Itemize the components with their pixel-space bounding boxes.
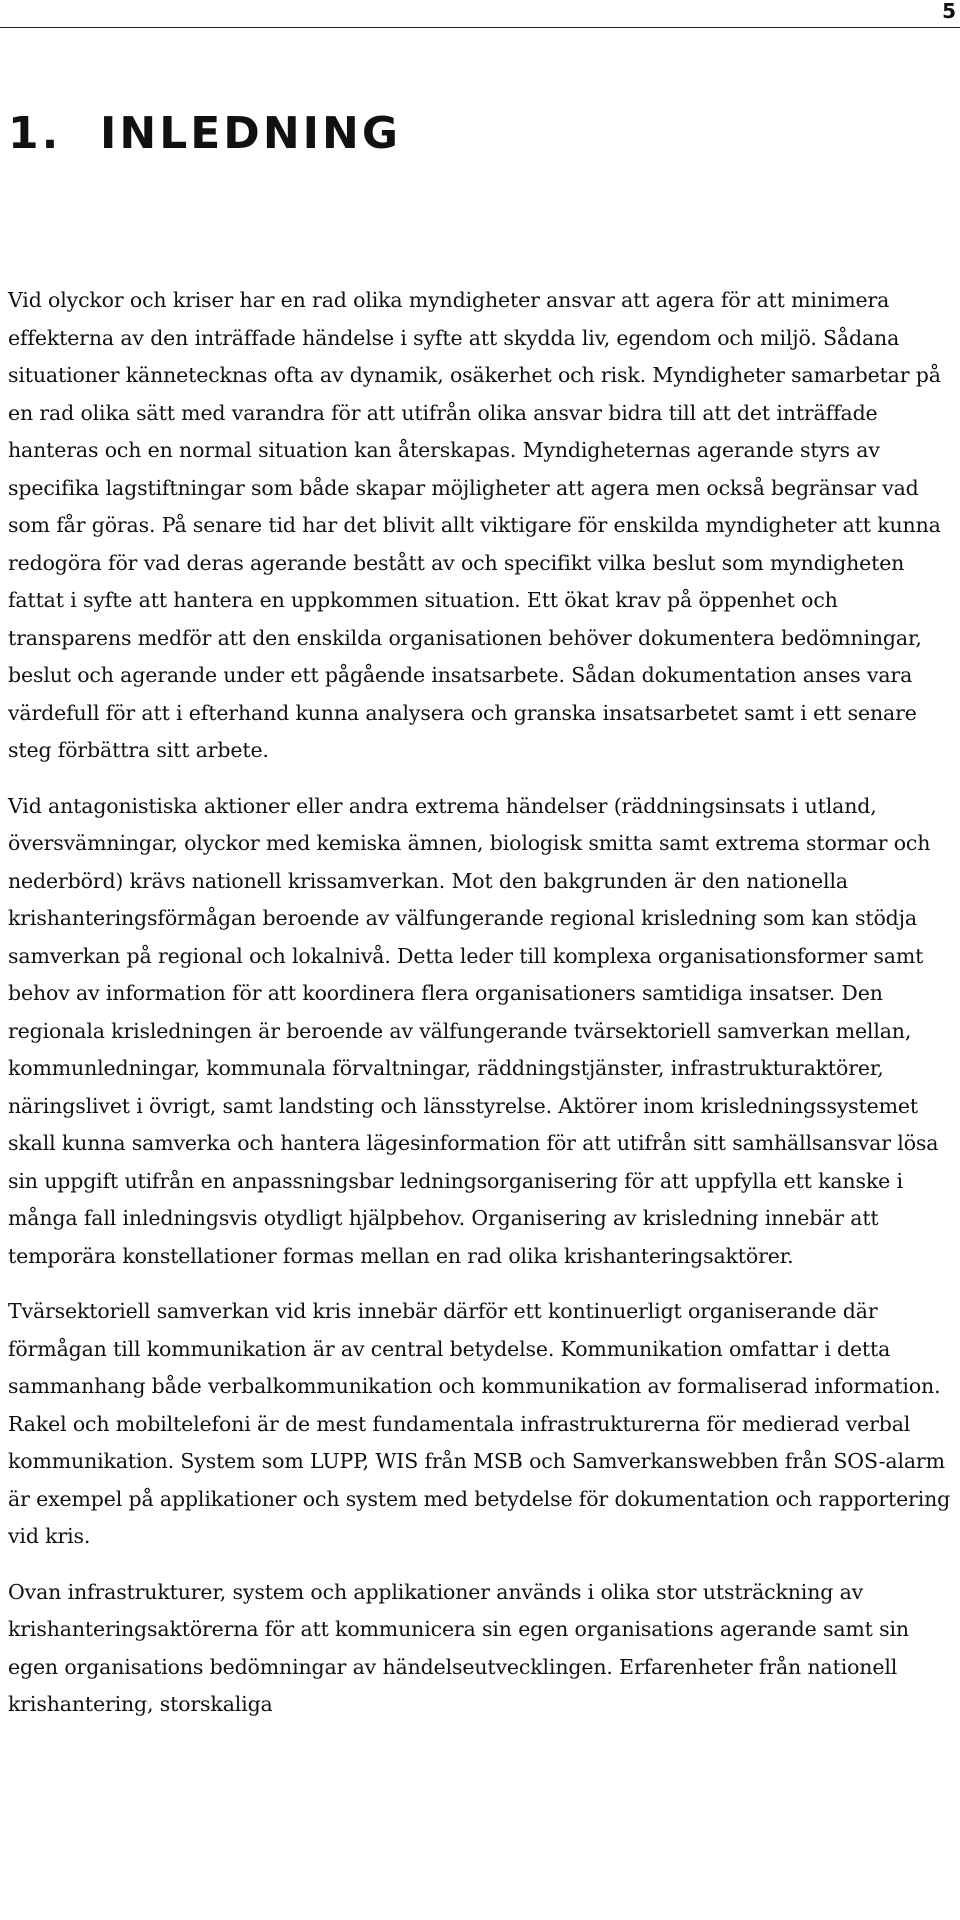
chapter-number: 1.	[8, 108, 62, 159]
paragraph-2: Vid antagonistiska aktioner eller andra extrema händelser (räddningsinsats i utland, översvämningar, olyckor med kemiska ämnen, biologisk smitta samt extrema stormar och nederbörd) krävs nationell krissamverkan. Mot den bakgrunden är den nationella krishanteringsförmågan beroende av välfungerande regional krisledning som kan stödja samverkan på regional och lokalnivå. Detta leder till komplexa organisationsformer samt behov av information för att koordinera flera organisationers samtidiga insatser. Den regionala krisledningen är beroende av välfungerande tvärsektoriell samverkan mellan, kommunledningar, kommunala förvaltningar, räddningstjänster, infrastrukturaktörer, näringslivet i övrigt, samt landsting och länsstyrelse. Aktörer inom krisledningssystemet skall kunna samverka och hantera lägesinformation för att utifrån sitt samhällsansvar lösa sin uppgift utifrån en anpassningsbar ledningsorganisering för att uppfylla ett kanske i många fall inledningsvis otydligt hjälpbehov. Organisering av krisledning innebär att temporära konstellationer formas mellan en rad olika krishanteringsaktörer.	[8, 793, 939, 1268]
paragraph-3: Tvärsektoriell samverkan vid kris innebär därför ett kontinuerligt organiserande där förmågan till kommunikation är av central betydelse. Kommunikation omfattar i detta sammanhang både verbalkommunikation och kommunikation av formaliserad information. Rakel och mobiltelefoni är de mest fundamentala infrastrukturerna för medierad verbal kommunikation. System som LUPP, WIS från MSB och Samverkanswebben från SOS-alarm är exempel på applikationer och system med betydelse för dokumentation och rapportering vid kris.	[8, 1299, 951, 1548]
chapter-title: INLEDNING	[100, 108, 401, 159]
chapter-heading	[8, 104, 401, 164]
header-rule	[0, 27, 960, 28]
body-text	[8, 282, 958, 1742]
paragraph-1: Vid olyckor och kriser har en rad olika myndigheter ansvar att agera för att minimera effekterna av den inträffade händelse i syfte att skydda liv, egendom och miljö. Sådana situationer kännetecknas ofta av dynamik, osäkerhet och risk. Myndigheter samarbetar på en rad olika sätt med varandra för att utifrån olika ansvar bidra till att det inträffade hanteras och en normal situation kan återskapas. Myndigheternas agerande styrs av specifika lagstiftningar som både skapar möjligheter att agera men också begränsar vad som får göras. På senare tid har det blivit allt viktigare för enskilda myndigheter att kunna redogöra för vad deras agerande bestått av och specifikt vilka beslut som myndigheten fattat i syfte att hantera en uppkommen situation. Ett ökat krav på öppenhet och transparens medför att den enskilda organisationen behöver dokumentera bedömningar, beslut och agerande under ett pågående insatsarbete. Sådan dokumentation anses vara värdefull för att i efterhand kunna analysera och granska insatsarbetet samt i ett senare steg förbättra sitt arbete.	[8, 288, 941, 762]
page-number: 5	[942, 0, 956, 23]
paragraph-4: Ovan infrastrukturer, system och applikationer används i olika stor utsträckning av krishanteringsaktörerna för att kommunicera sin egen organisations agerande samt sin egen organisations bedömningar av händelseutvecklingen. Erfarenheter från nationell krishantering, storskaliga	[8, 1579, 909, 1716]
